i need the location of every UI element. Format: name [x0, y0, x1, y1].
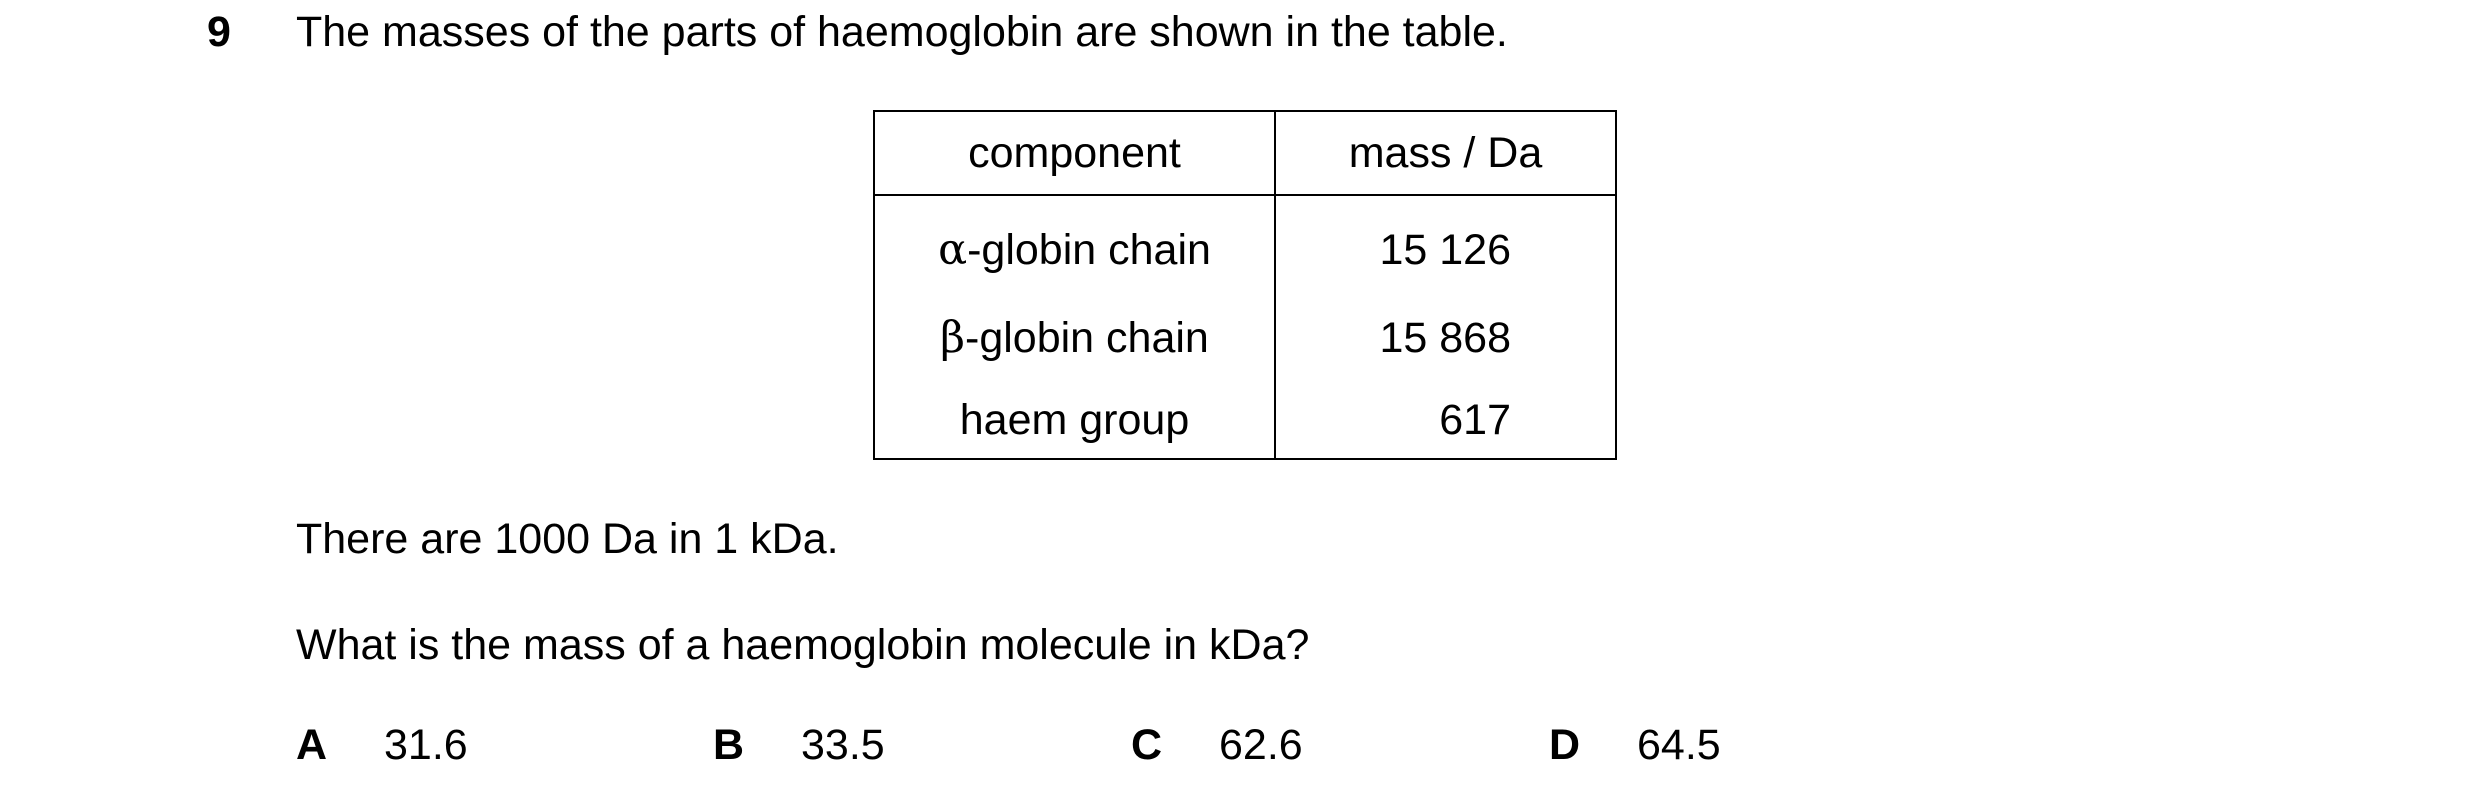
- component-cell: [874, 195, 1275, 294]
- option-letter: A: [296, 721, 328, 769]
- option-c[interactable]: [1131, 721, 1303, 769]
- header-component: component: [874, 111, 1275, 195]
- question-prompt: What is the mass of a haemoglobin molecule in kDa?: [296, 621, 1310, 669]
- component-name: haem group: [959, 396, 1190, 444]
- unit-info: There are 1000 Da in 1 kDa.: [296, 515, 839, 563]
- component-cell: [874, 382, 1275, 459]
- component-cell: [874, 294, 1275, 382]
- option-letter: C: [1131, 721, 1163, 769]
- option-value: 31.6: [384, 721, 468, 769]
- answer-options: [0, 721, 2480, 777]
- header-mass: mass / Da: [1275, 111, 1616, 195]
- mass-table: [873, 110, 1617, 460]
- table-header-row: [874, 111, 1616, 195]
- component-name: -globin chain: [967, 226, 1211, 274]
- option-letter: B: [713, 721, 745, 769]
- question-stem: The masses of the parts of haemoglobin are shown in the table.: [296, 8, 1508, 56]
- option-a[interactable]: [296, 721, 468, 769]
- table-row: [874, 382, 1616, 459]
- mass-cell: 15 868: [1275, 294, 1616, 382]
- option-value: 62.6: [1219, 721, 1303, 769]
- table-row: [874, 294, 1616, 382]
- option-value: 64.5: [1637, 721, 1721, 769]
- table-row: [874, 195, 1616, 294]
- option-d[interactable]: [1549, 721, 1721, 769]
- greek-letter: α: [938, 225, 968, 275]
- option-letter: D: [1549, 721, 1581, 769]
- option-b[interactable]: [713, 721, 885, 769]
- greek-letter: β: [940, 313, 966, 363]
- component-name: -globin chain: [965, 314, 1209, 362]
- option-value: 33.5: [801, 721, 885, 769]
- mass-cell: 617: [1275, 382, 1616, 459]
- question-number: 9: [207, 8, 231, 56]
- mass-cell: 15 126: [1275, 195, 1616, 294]
